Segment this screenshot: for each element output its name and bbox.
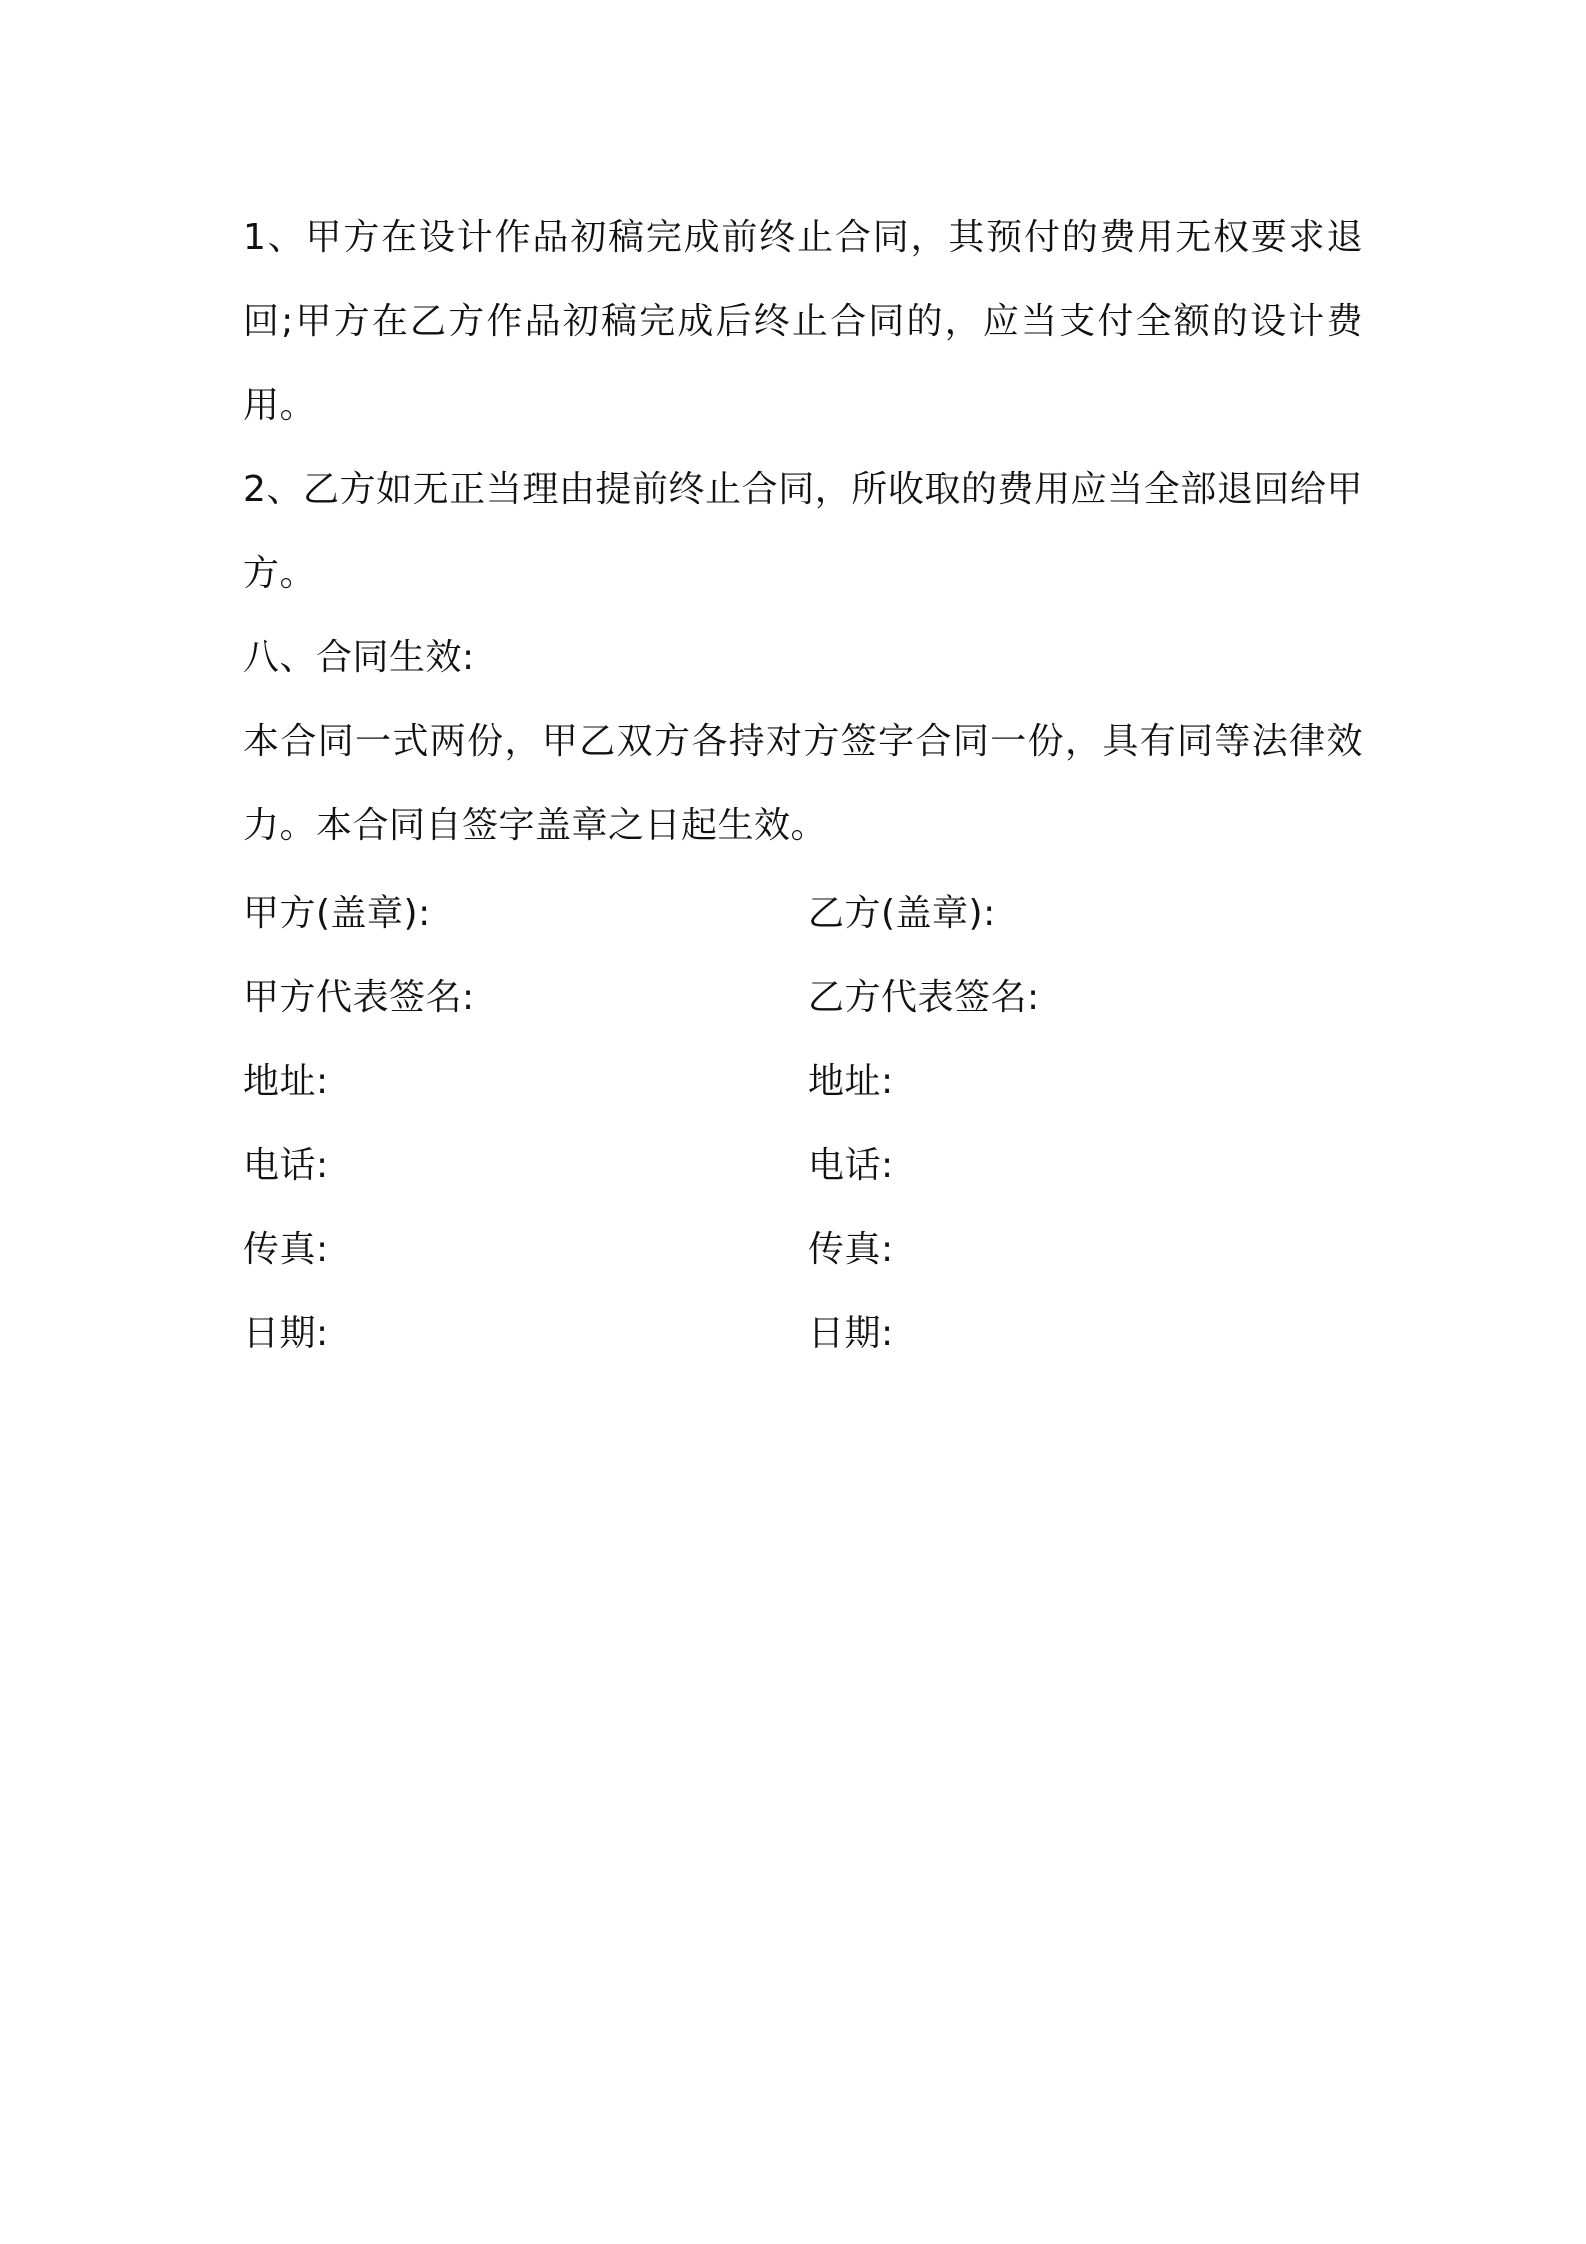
party-b-address-label: 地址: — [808, 1060, 894, 1102]
signature-row-rep — [243, 952, 1363, 1036]
section-8-heading: 八、合同生效: — [243, 637, 475, 678]
clause-1: 1、甲方在设计作品初稿完成前终止合同，其预付的费用无权要求退回;甲方在乙方作品初稿完成后终止合同的，应当支付全额的设计费用。 — [243, 217, 1363, 426]
party-a-date-label: 日期: — [243, 1312, 329, 1354]
document-body — [243, 196, 1363, 1372]
party-a-seal-label: 甲方(盖章): — [243, 892, 431, 934]
signature-block — [243, 868, 1363, 1372]
party-a-rep-label: 甲方代表签名: — [243, 976, 475, 1018]
signature-row-date — [243, 1288, 1363, 1372]
party-a-phone-label: 电话: — [243, 1144, 329, 1186]
party-b-phone-label: 电话: — [808, 1144, 894, 1186]
section-8-body: 本合同一式两份，甲乙双方各持对方签字合同一份，具有同等法律效力。本合同自签字盖章之日起生效。 — [243, 721, 1363, 846]
signature-row-seal — [243, 868, 1363, 952]
party-b-date-label: 日期: — [808, 1312, 894, 1354]
clause-2: 2、乙方如无正当理由提前终止合同，所收取的费用应当全部退回给甲方。 — [243, 469, 1363, 594]
party-a-address-label: 地址: — [243, 1060, 329, 1102]
party-b-seal-label: 乙方(盖章): — [808, 892, 996, 934]
signature-row-phone — [243, 1120, 1363, 1204]
signature-row-fax — [243, 1204, 1363, 1288]
party-b-fax-label: 传真: — [808, 1228, 894, 1270]
signature-row-address — [243, 1036, 1363, 1120]
party-a-fax-label: 传真: — [243, 1228, 329, 1270]
party-b-rep-label: 乙方代表签名: — [808, 976, 1040, 1018]
